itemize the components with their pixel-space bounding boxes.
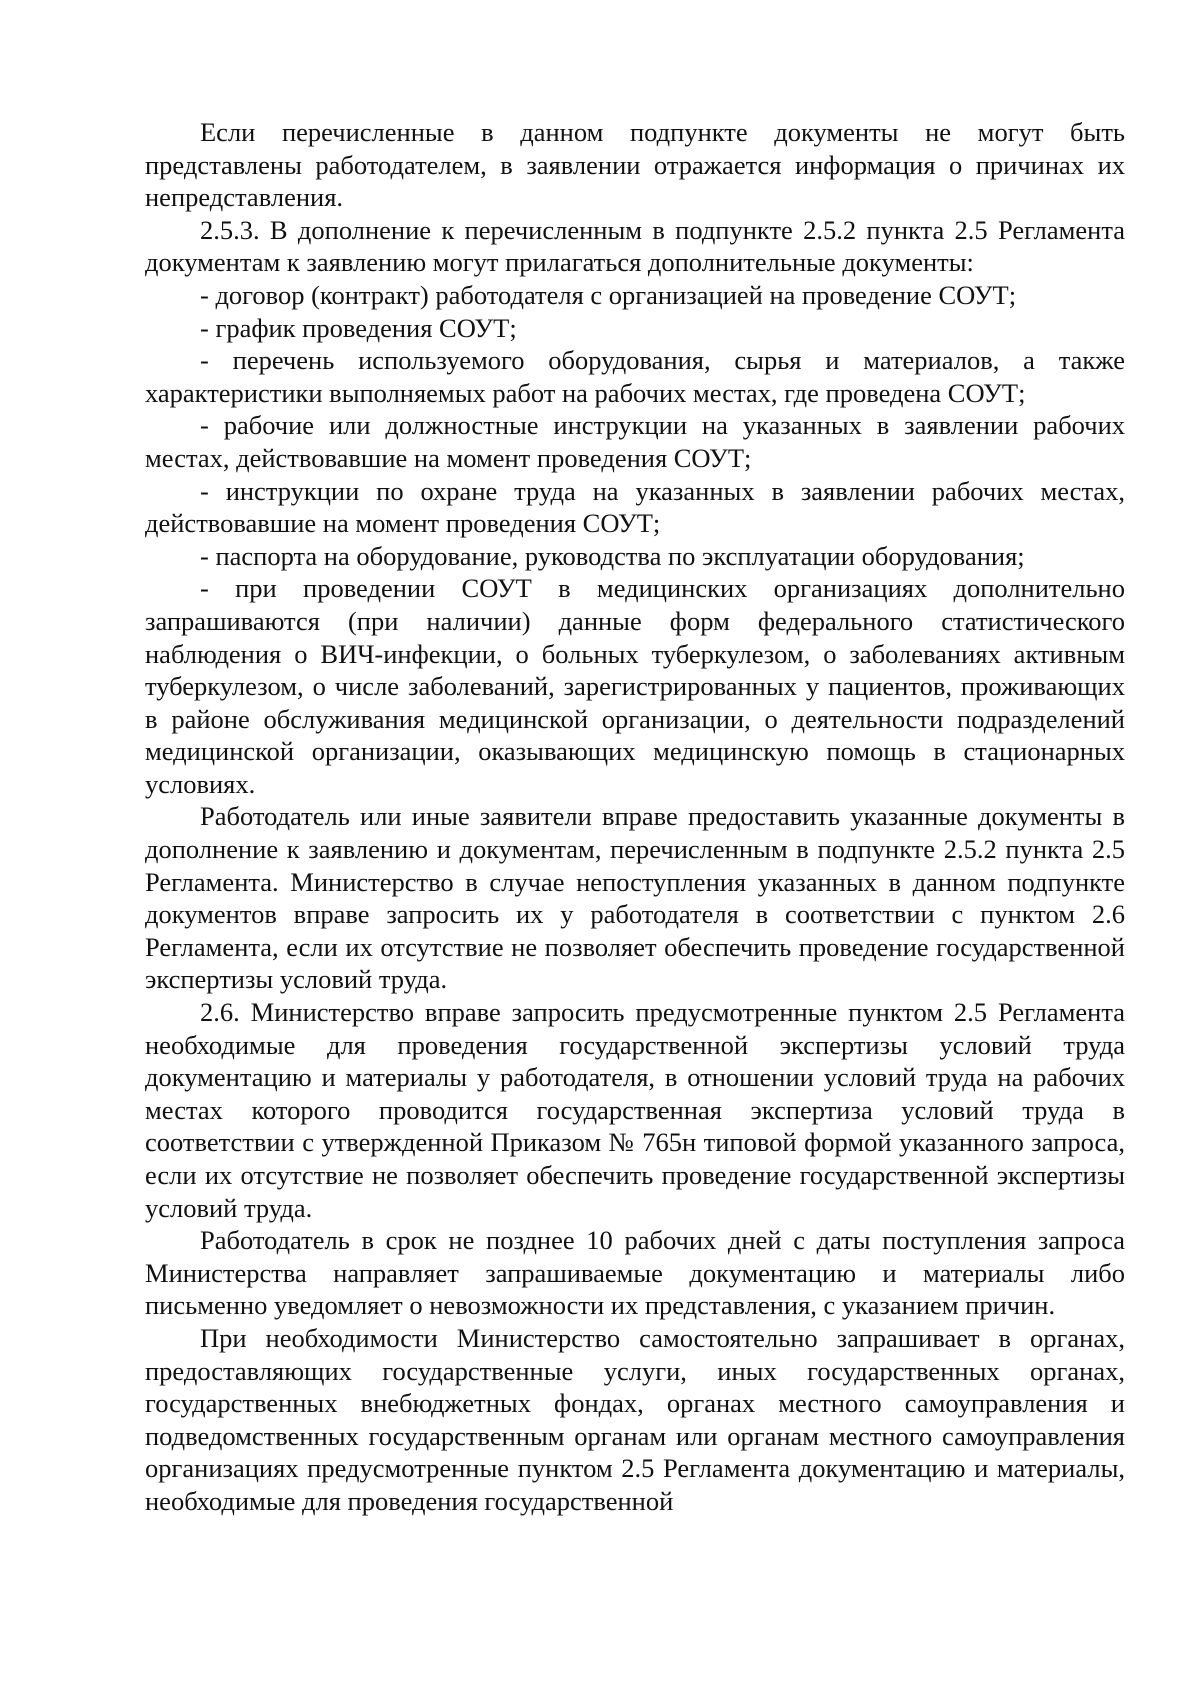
paragraph-employer-may-provide: Работодатель или иные заявители вправе предоставить указанные документы в дополнение к заявлению и документам, перечисленным в подпункте 2.5.2 пункта 2.5 Регламента. Министерство в случае непоступления указанных в данном подпункте документов вправе запросить их у работодателя в соответствии с пунктом 2.6 Регламента, если их отсутствие не позволяет обеспечить проведение государственной экспертизы условий труда. (145, 801, 1125, 995)
paragraph-ministry-requests: При необходимости Министерство самостоятельно запрашивает в органах, предоставляющих государственные услуги, иных государственных органах, государственных внебюджетных фондах, органах местного самоуправления и подведомственных государственным органам или органам местного самоуправления организациях предусмотренные пунктом 2.5 Регламента документацию и материалы, необходимые для проведения государственной (145, 1322, 1125, 1516)
list-item-equipment-list: - перечень используемого оборудования, сырья и материалов, а также характеристики выполняемых работ на рабочих местах, где проведена СОУТ; (145, 345, 1125, 408)
list-item-schedule: - график проведения СОУТ; (200, 312, 517, 343)
list-item-equipment-passports: - паспорта на оборудование, руководства по эксплуатации оборудования; (200, 540, 1025, 571)
paragraph-2-5-3: 2.5.3. В дополнение к перечисленным в подпункте 2.5.2 пункта 2.5 Регламента документам к заявлению могут прилагаться дополнительные документы: (145, 214, 1125, 278)
document-body (145, 116, 1125, 1518)
paragraph-2-6: 2.6. Министерство вправе запросить предусмотренные пунктом 2.5 Регламента необходимые для проведения государственной экспертизы условий труда документацию и материалы у работодателя, в отношении условий труда на рабочих местах которого проводится государственная экспертиза условий труда в соответствии с утвержденной Приказом № 765н типовой формой указанного запроса, если их отсутствие не позволяет обеспечить проведение государственной экспертизы условий труда. (145, 997, 1125, 1223)
paragraph-employer-deadline: Работодатель в срок не позднее 10 рабочих дней с даты поступления запроса Министерства направляет запрашиваемые документацию и материалы либо письменно уведомляет о невозможности их представления, с указанием причин. (145, 1225, 1125, 1321)
list-item-medical-organizations: - при проведении СОУТ в медицинских организациях дополнительно запрашиваются (при наличии) данные форм федерального статистического наблюдения о ВИЧ-инфекции, о больных туберкулезом, о заболеваниях активным туберкулезом, о числе заболеваний, зарегистрированных у пациентов, проживающих в районе обслуживания медицинской организации, о деятельности подразделений медицинской организации, оказывающих медицинскую помощь в стационарных условиях. (145, 573, 1125, 799)
paragraph-unavailable-docs: Если перечисленные в данном подпункте документы не могут быть представлены работодателем, в заявлении отражается информация о причинах их непредставления. (145, 117, 1125, 213)
list-item-job-instructions: - рабочие или должностные инструкции на указанных в заявлении рабочих местах, действовавшие на момент проведения СОУТ; (145, 410, 1125, 473)
list-item-contract: - договор (контракт) работодателя с организацией на проведение СОУТ; (200, 279, 1017, 310)
list-item-safety-instructions: - инструкции по охране труда на указанных в заявлении рабочих местах, действовавшие на момент проведения СОУТ; (145, 475, 1125, 539)
